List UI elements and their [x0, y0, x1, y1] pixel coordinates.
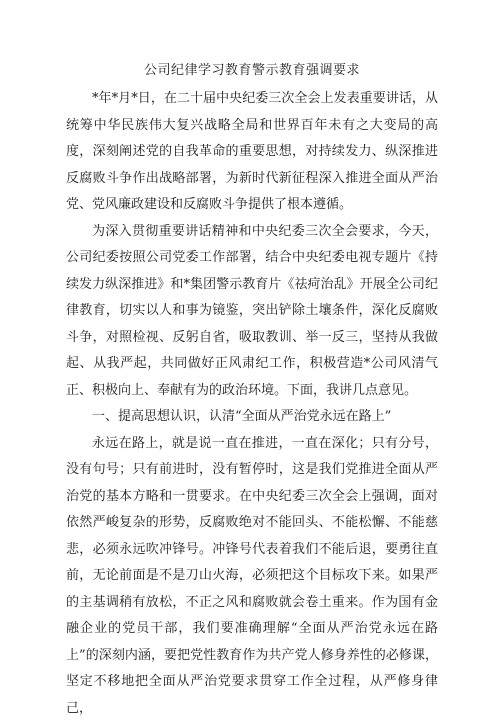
document-title: 公司纪律学习教育警示教育强调要求 [66, 56, 438, 86]
paragraph-2: 为深入贯彻重要讲话精神和中央纪委三次全会要求，今天，公司纪委按照公司党委工作部署，结合中央纪委电视专题片《持续发力纵深推进》和*集团警示教育片《祛疴治乱》开展全公司纪律教育，切实以人和事为镜鉴，突出铲除土壤条件，深化反腐败斗争，对照检视、反躬自省，吸取教训、举一反三，坚持从我做起、从我严起，共同做好正风肃纪工作，积极营造*公司风清气正、积极向上、奉献有为的政治环境。下面，我讲几点意见。 [66, 219, 438, 405]
paragraph-1: *年*月*日，在二十届中央纪委三次全会上发表重要讲话，从统筹中华民族伟大复兴战略全局和世界百年未有之大变局的高度，深刻阐述党的自我革命的重要思想，对持续发力、纵深推进反腐败斗争作出战略部署，为新时代新征程深入推进全面从严治党、党风廉政建设和反腐败斗争提供了根本遵循。 [66, 86, 438, 219]
section-heading: 一、提高思想认识，认清“全面从严治党永远在路上” [66, 404, 438, 431]
document-page [66, 56, 438, 722]
section-paragraph: 永远在路上，就是说一直在推进，一直在深化；只有分号，没有句号；只有前进时，没有暂停时，这是我们党推进全面从严治党的基本方略和一贯要求。在中央纪委三次全会上强调，面对依然严峻复杂的形势，反腐败绝对不能回头、不能松懈、不能慈悲，必须永远吹冲锋号。冲锋号代表着我们不能后退，要勇往直前，无论前面是不是刀山火海，必须把这个目标攻下来。如果严的主基调稍有放松，不正之风和腐败就会卷土重来。作为国有金融企业的党员干部，我们要准确理解“全面从严治党永远在路上”的深刻内涵，要把党性教育作为共产党人修身养性的必修课，坚定不移地把全面从严治党要求贯穿工作全过程，从严修身律己， [66, 431, 438, 722]
